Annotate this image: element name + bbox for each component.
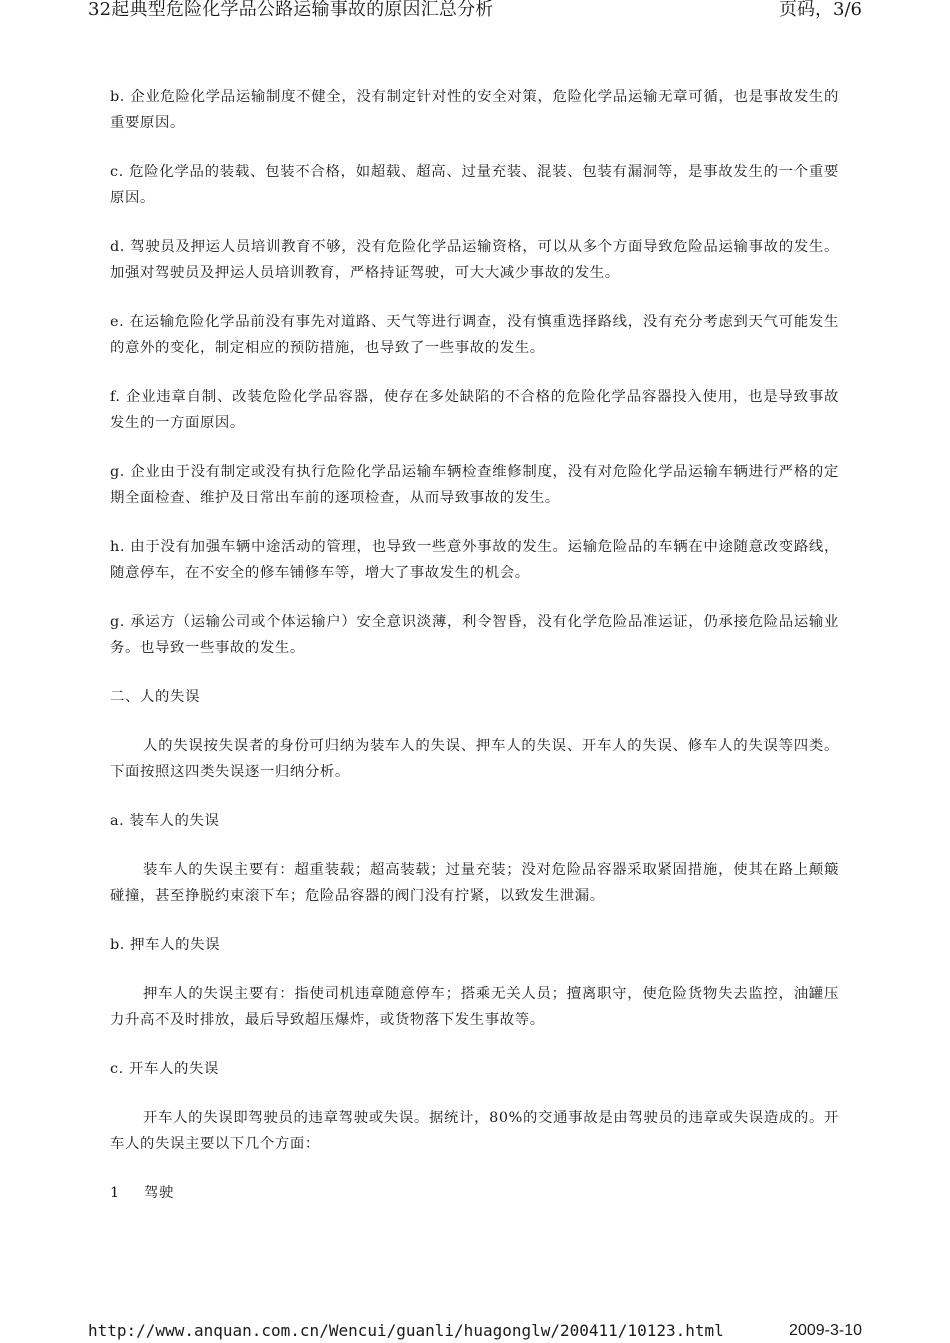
subsection-text-driver: 开车人的失误即驾驶员的违章驾驶或失误。据统计，80%的交通事故是由驾驶员的违章或失误造成的。开车人的失误主要以下几个方面： — [110, 1110, 839, 1152]
subsection-text-escort: 押车人的失误主要有：指使司机违章随意停车；搭乘无关人员；擅离职守，使危险货物失去监控，油罐压力升高不及时排放，最后导致超压爆炸，或货物落下发生事故等。 — [110, 986, 839, 1028]
paragraph-c: c. 危险化学品的装载、包装不合格，如超载、超高、过量充装、混装、包装有漏洞等，是事故发生的一个重要原因。 — [110, 164, 839, 206]
section-intro: 人的失误按失误者的身份可归纳为装车人的失误、押车人的失误、开车人的失误、修车人的失误等四类。下面按照这四类失误逐一归纳分析。 — [110, 738, 839, 780]
subsection-text-loader: 装车人的失误主要有：超重装载；超高装载；过量充装；没对危险品容器采取紧固措施，使其在路上颠簸碰撞，甚至挣脱约束滚下车；危险品容器的阀门没有拧紧，以致发生泄漏。 — [110, 862, 839, 904]
paragraph-b: b. 企业危险化学品运输制度不健全，没有制定针对性的安全对策，危险化学品运输无章可循，也是事故发生的重要原因。 — [110, 89, 839, 131]
paragraph-g: g. 企业由于没有制定或没有执行危险化学品运输车辆检查维修制度，没有对危险化学品运输车辆进行严格的定期全面检查、维护及日常出车前的逐项检查，从而导致事故的发生。 — [110, 464, 839, 506]
document-title: 32起典型危险化学品公路运输事故的原因汇总分析 — [88, 0, 494, 20]
subsection-heading-escort: b. 押车人的失误 — [110, 937, 221, 953]
subsection-heading-driver: c. 开车人的失误 — [110, 1061, 219, 1077]
document-body — [110, 84, 839, 1229]
source-url: http://www.anquan.com.cn/Wencui/guanli/huagonglw/200411/10123.html — [88, 1321, 724, 1340]
paragraph-d: d. 驾驶员及押运人员培训教育不够，没有危险化学品运输资格，可以从多个方面导致危险品运输事故的发生。加强对驾驶员及押运人员培训教育，严格持证驾驶，可大大减少事故的发生。 — [110, 239, 839, 281]
page-header — [0, 0, 950, 26]
paragraph-g-carrier: g. 承运方（运输公司或个体运输户）安全意识淡薄，利令智昏，没有化学危险品准运证，仍承接危险品运输业务。也导致一些事故的发生。 — [110, 614, 839, 656]
list-item — [110, 1180, 839, 1206]
paragraph-e: e. 在运输危险化学品前没有事先对道路、天气等进行调查，没有慎重选择路线，没有充分考虑到天气可能发生的意外的变化，制定相应的预防措施，也导致了一些事故的发生。 — [110, 314, 839, 356]
section-heading: 二、人的失误 — [110, 689, 200, 705]
subsection-heading-loader: a. 装车人的失误 — [110, 813, 220, 829]
page-number: 页码，3/6 — [779, 0, 862, 20]
print-date: 2009-3-10 — [789, 1322, 862, 1339]
paragraph-h: h. 由于没有加强车辆中途活动的管理，也导致一些意外事故的发生。运输危险品的车辆在中途随意改变路线，随意停车，在不安全的修车铺修车等，增大了事故发生的机会。 — [110, 539, 839, 581]
list-item-number: 1 — [110, 1185, 120, 1201]
paragraph-f: f. 企业违章自制、改装危险化学品容器，使存在多处缺陷的不合格的危险化学品容器投入使用，也是导致事故发生的一方面原因。 — [110, 389, 839, 431]
list-item-label: 驾驶 — [144, 1185, 174, 1201]
page-footer — [0, 1320, 950, 1343]
